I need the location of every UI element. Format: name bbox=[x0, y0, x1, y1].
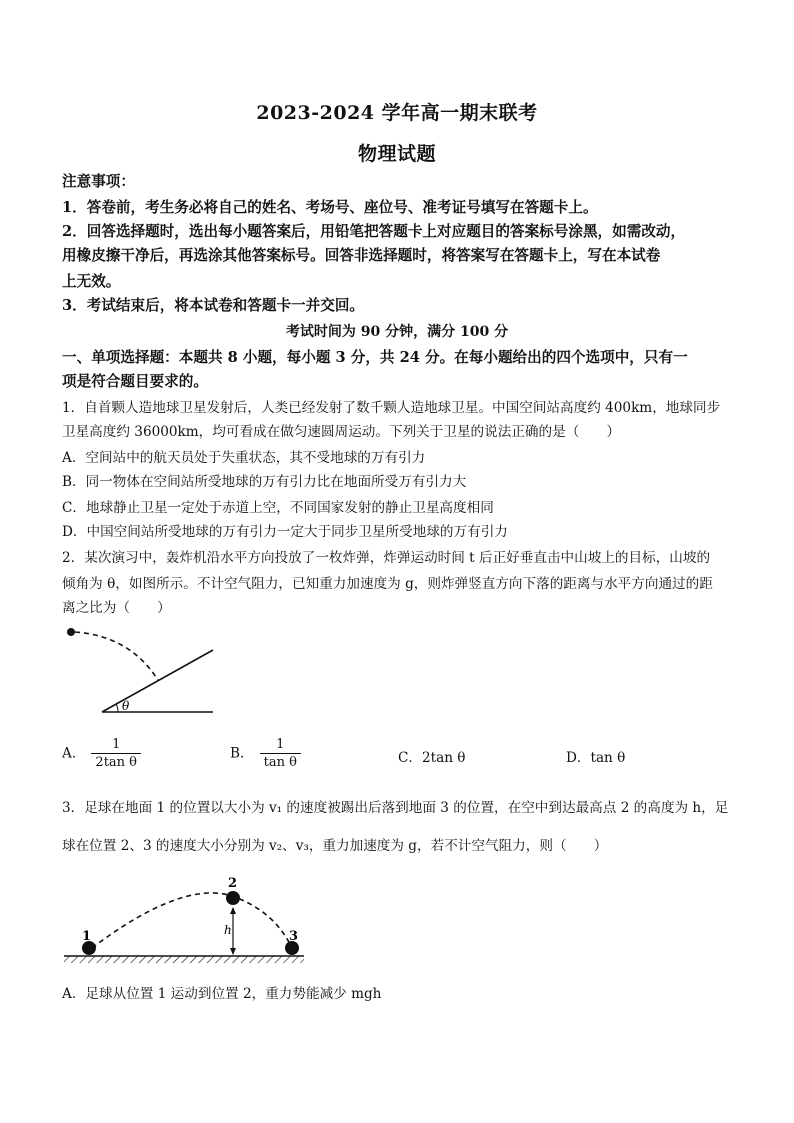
q2-stem-line-3: 离之比为（ ） bbox=[62, 600, 171, 616]
slope-line bbox=[102, 650, 213, 712]
notes-heading: 注意事项： bbox=[62, 173, 135, 190]
q1-option-a: A．空间站中的航天员处于失重状态，其不受地球的万有引力 bbox=[62, 450, 426, 466]
q2-option-b-numerator: 1 bbox=[260, 737, 301, 754]
q2-stem-line-1: 2．某次演习中，轰炸机沿水平方向投放了一枚炸弹，炸弹运动时间 t 后正好垂直击中山坡上的目标，山坡的 bbox=[62, 550, 711, 566]
q1-option-d: D．中国空间站所受地球的万有引力一定大于同步卫星所受地球的万有引力 bbox=[62, 524, 508, 540]
note-item-2-line-2: 用橡皮擦干净后，再选涂其他答案标号。回答非选择题时，将答案写在答题卡上，写在本试卷 bbox=[62, 247, 661, 264]
ground-hatching bbox=[64, 956, 304, 963]
note-item-3: 3．考试结束后，将本试卷和答题卡一并交回。 bbox=[62, 297, 365, 314]
q2-option-a-fraction bbox=[91, 737, 141, 771]
q2-option-b-fraction bbox=[260, 737, 301, 771]
position-3-label: 3 bbox=[289, 929, 299, 944]
ball-position-2 bbox=[226, 891, 240, 905]
q2-option-a bbox=[62, 737, 141, 771]
q2-option-b bbox=[230, 737, 301, 771]
section-1-heading-line-2: 项是符合题目要求的。 bbox=[62, 373, 208, 390]
note-item-1: 1．答卷前，考生务必将自己的姓名、考场号、座位号、准考证号填写在答题卡上。 bbox=[62, 199, 598, 216]
q2-option-a-numerator: 1 bbox=[91, 737, 141, 754]
q2-option-d: D．tan θ bbox=[566, 750, 626, 766]
exam-title: 2023-2024 学年高一期末联考 bbox=[256, 102, 538, 124]
q2-option-a-denominator: 2tan θ bbox=[95, 755, 137, 770]
q3-stem-line-1: 3．足球在地面 1 的位置以大小为 v₁ 的速度被踢出后落到地面 3 的位置，在空中到达最高点 2 的高度为 h，足 bbox=[62, 800, 729, 816]
q2-option-a-prefix: A． bbox=[62, 745, 86, 762]
q1-option-c: C．地球静止卫星一定处于赤道上空，不同国家发射的静止卫星高度相同 bbox=[62, 500, 494, 516]
height-arrow-bottom bbox=[230, 948, 236, 955]
angle-arc bbox=[116, 704, 118, 712]
q2-slope-figure bbox=[60, 622, 225, 722]
q2-stem-line-2: 倾角为 θ，如图所示。不计空气阻力，已知重力加速度为 g，则炸弹竖直方向下落的距离与水平方向通过的距 bbox=[62, 576, 713, 592]
note-item-2-line-1: 2．回答选择题时，选出每小题答案后，用铅笔把答题卡上对应题目的答案标号涂黑，如需改动， bbox=[62, 223, 686, 240]
exam-subtitle: 物理试题 bbox=[357, 143, 436, 165]
height-h-label: h bbox=[224, 923, 232, 937]
q3-football-figure bbox=[62, 870, 307, 965]
q2-option-c: C．2tan θ bbox=[398, 750, 466, 766]
position-1-label: 1 bbox=[82, 929, 92, 944]
q1-stem-line-1: 1．自首颗人造地球卫星发射后，人类已经发射了数千颗人造地球卫星。中国空间站高度约 400km，地球同步 bbox=[62, 400, 721, 416]
section-1-heading-line-1: 一、单项选择题：本题共 8 小题，每小题 3 分，共 24 分。在每小题给出的四个选项中，只有一 bbox=[62, 349, 688, 366]
q2-option-b-prefix: B． bbox=[230, 745, 254, 762]
q3-option-a: A．足球从位置 1 运动到位置 2，重力势能减少 mgh bbox=[62, 986, 382, 1002]
height-arrow-top bbox=[230, 907, 236, 914]
q1-option-b: B．同一物体在空间站所受地球的万有引力比在地面所受万有引力大 bbox=[62, 474, 467, 490]
q1-stem-line-2: 卫星高度约 36000km，均可看成在做匀速圆周运动。下列关于卫星的说法正确的是（ ） bbox=[62, 424, 621, 440]
exam-info: 考试时间为 90 分钟，满分 100 分 bbox=[285, 324, 509, 340]
ball-trajectory bbox=[92, 893, 290, 948]
q2-option-b-denominator: tan θ bbox=[263, 755, 297, 770]
q3-stem-line-2: 球在位置 2、3 的速度大小分别为 v₂、v₃，重力加速度为 g，若不计空气阻力，则（ ） bbox=[62, 838, 608, 854]
note-item-2-line-3: 上无效。 bbox=[62, 273, 121, 290]
angle-theta-label: θ bbox=[122, 699, 130, 713]
bomb-trajectory bbox=[75, 632, 158, 680]
position-2-label: 2 bbox=[228, 876, 238, 891]
bomber-release-point bbox=[67, 628, 75, 636]
